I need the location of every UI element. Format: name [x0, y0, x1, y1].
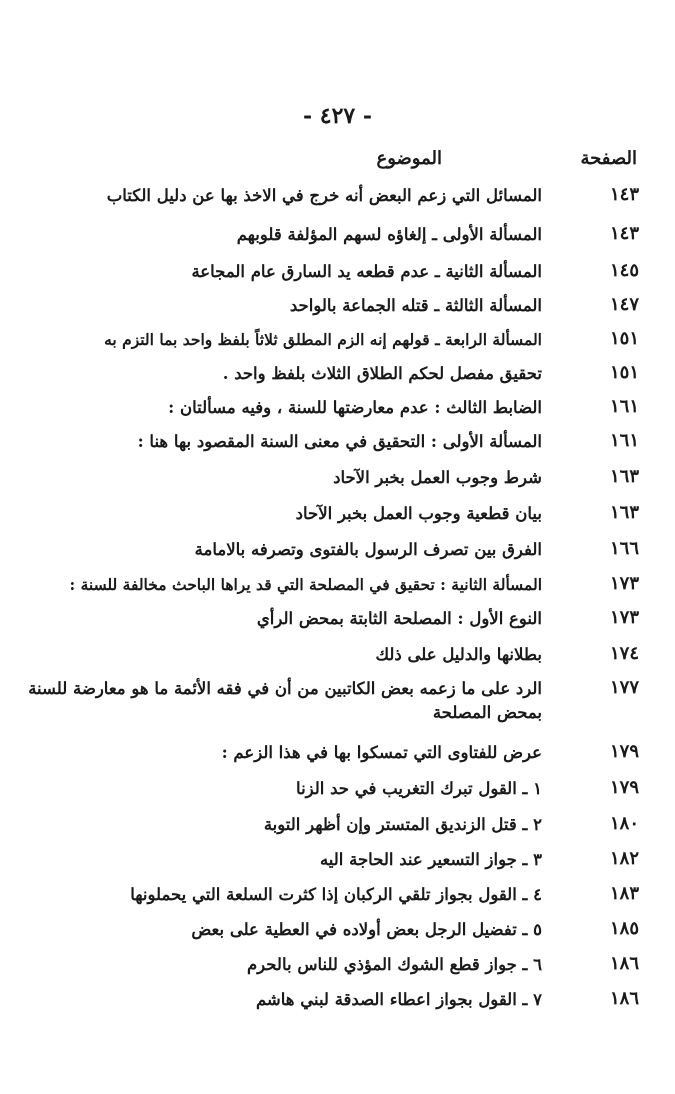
toc-topic: ٦ ـ جواز قطع الشوك المؤذي للناس بالحرم [246, 955, 542, 974]
toc-row [0, 219, 675, 256]
toc-row [0, 392, 675, 426]
section-lead: الضابط الثالث [446, 398, 542, 417]
toc-topic: ٣ ـ جواز التسعير عند الحاجة اليه [319, 850, 542, 869]
page-number: - ٤٢٧ - [302, 103, 373, 129]
toc-row [0, 773, 675, 809]
toc-row [0, 949, 675, 984]
toc-row [0, 737, 675, 773]
toc-topic: الفرق بين تصرف الرسول بالفتوى وتصرفه بالامامة [194, 540, 542, 559]
toc-topic: المسألة الثانية : تحقيق في المصلحة التي قد يراها الباحث مخالفة للسنة : [69, 575, 542, 594]
toc-topic: النوع الأول : المصلحة الثابتة بمحض الرأي [256, 609, 542, 628]
toc-row [0, 498, 675, 534]
toc-row [0, 290, 675, 324]
toc-page-number: ١٨٦ [609, 953, 639, 974]
toc-topic: عرض للفتاوى التي تمسكوا بها في هذا الزعم : [221, 743, 542, 762]
toc-topic: الرد على ما زعمه بعض الكاتبين من أن في فقه الأئمة ما هو معارضة للسنة بمحض المصلحة [28, 679, 542, 722]
toc-topic: المسألة الثالثة ـ قتله الجماعة بالواحد [289, 296, 542, 315]
toc-page-number: ١٥١ [609, 328, 639, 349]
toc-page-number: ١٦١ [609, 430, 639, 451]
toc-row [0, 673, 675, 737]
toc-row [0, 844, 675, 879]
toc-topic: ٢ ـ قتل الزنديق المتستر وإن أظهر التوبة [263, 815, 542, 834]
table-of-contents [0, 180, 675, 1019]
toc-row [0, 603, 675, 639]
toc-row [0, 180, 675, 219]
toc-page-number: ١٧٩ [609, 741, 639, 762]
toc-row [0, 879, 675, 914]
toc-row [0, 426, 675, 462]
toc-topic: المسائل التي زعم البعض أنه خرج في الاخذ بها عن دليل الكتاب [106, 186, 542, 205]
toc-topic: المسألة الأولى ـ إلغاؤه لسهم المؤلفة قلوبهم [236, 225, 542, 244]
toc-row [0, 569, 675, 603]
toc-topic: المسألة الثانية ـ عدم قطعه يد السارق عام المجاعة [191, 262, 542, 281]
toc-page-number: ١٨٠ [609, 813, 639, 834]
toc-page-number: ١٧٣ [609, 607, 639, 628]
toc-page-number: ١٨٣ [609, 883, 639, 904]
toc-topic: بيان قطعية وجوب العمل بخبر الآحاد [295, 504, 542, 523]
toc-page-number: ١٤٧ [609, 294, 639, 315]
toc-row [0, 324, 675, 358]
toc-page-number: ١٧٩ [609, 777, 639, 798]
toc-row [0, 462, 675, 498]
toc-page-number: ١٦٣ [609, 502, 639, 523]
toc-topic: ٥ ـ تفضيل الرجل بعض أولاده في العطية على بعض [191, 920, 542, 939]
toc-topic [28, 392, 542, 420]
table-header [0, 148, 675, 178]
toc-row [0, 358, 675, 392]
toc-page-number: ١٦٣ [609, 466, 639, 487]
toc-topic: ١ ـ القول تبرك التغريب في حد الزنا [296, 779, 542, 798]
toc-page-number: ١٧٧ [609, 677, 639, 698]
page-column-header: الصفحة [580, 148, 637, 169]
toc-row [0, 534, 675, 569]
toc-topic: ٤ ـ القول بجواز تلقي الركبان إذا كثرت السلعة التي يحملونها [130, 885, 542, 904]
toc-page-number: ١٧٤ [609, 643, 639, 664]
toc-page-number: ١٦١ [609, 396, 639, 417]
toc-row [0, 984, 675, 1019]
toc-page-number: ١٤٣ [609, 184, 639, 205]
toc-topic: بطلانها والدليل على ذلك [375, 645, 542, 664]
toc-row [0, 256, 675, 290]
toc-page-number: ١٧٣ [609, 573, 639, 594]
toc-topic: شرط وجوب العمل بخبر الآحاد [333, 468, 542, 487]
topic-column-header: الموضوع [376, 148, 442, 169]
toc-row [0, 914, 675, 949]
toc-topic: ٧ ـ القول بجواز اعطاء الصدقة لبني هاشم [255, 990, 542, 1009]
toc-topic: المسألة الرابعة ـ قولهم إنه الزم المطلق ثلاثاً بلفظ واحد بما التزم به [104, 330, 542, 349]
toc-page-number: ١٤٥ [609, 260, 639, 281]
toc-topic: تحقيق مفصل لحكم الطلاق الثلاث بلفظ واحد . [222, 364, 542, 383]
toc-row [0, 639, 675, 673]
toc-page-number: ١٦٦ [609, 538, 639, 559]
toc-page-number: ١٤٣ [609, 223, 639, 244]
toc-page-number: ١٨٥ [609, 918, 639, 939]
toc-page-number: ١٨٦ [609, 988, 639, 1009]
toc-page-number: ١٥١ [609, 362, 639, 383]
toc-page-number: ١٨٢ [609, 848, 639, 869]
section-text: : عدم معارضتها للسنة ، وفيه مسألتان : [168, 398, 447, 417]
toc-row [0, 809, 675, 844]
toc-topic: المسألة الأولى : التحقيق في معنى السنة المقصود بها هنا : [137, 432, 542, 451]
